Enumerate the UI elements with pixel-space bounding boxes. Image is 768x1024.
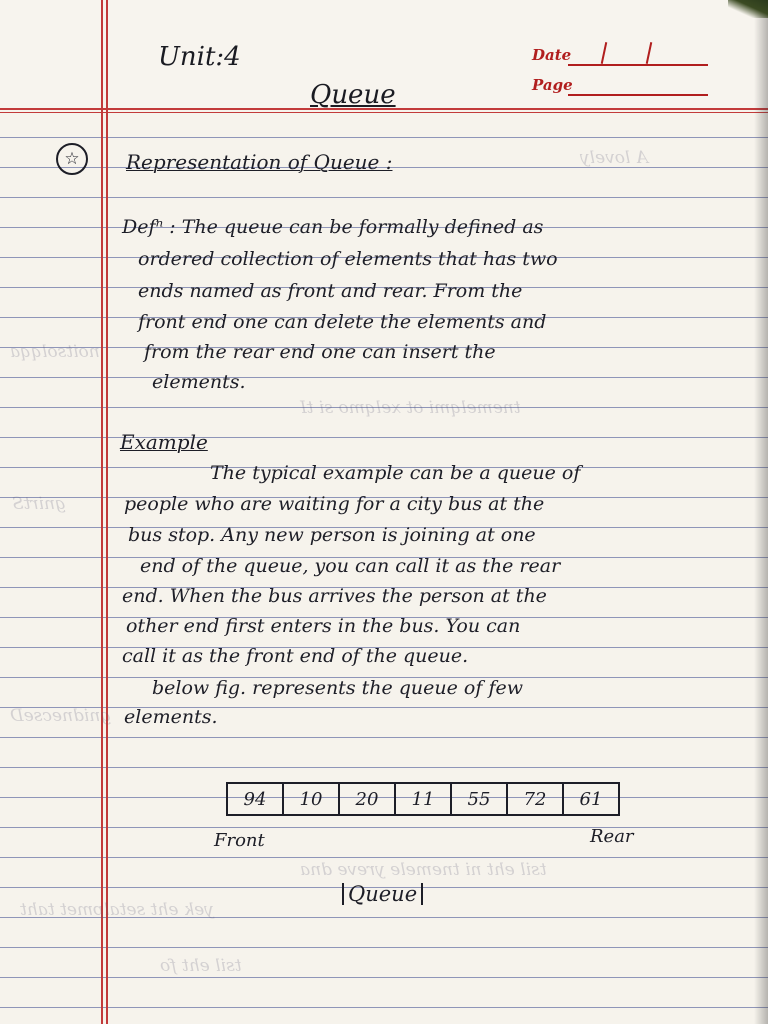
queue-cell: 94 xyxy=(227,783,283,815)
definition-line: from the rear end one can insert the xyxy=(144,341,496,363)
example-line: people who are waiting for a city bus at the xyxy=(124,493,545,515)
page-label: Page xyxy=(532,76,573,94)
definition-line: Defⁿ : The queue can be formally defined as xyxy=(122,216,544,238)
bleed-through-text: yek eht setalpmet taht xyxy=(20,900,214,920)
bleed-through-text: tnemelqmi ot xelqmo si tI xyxy=(300,398,521,418)
example-line: other end first enters in the bus. You can xyxy=(126,615,521,637)
date-rule xyxy=(568,64,708,66)
queue-cell: 61 xyxy=(563,783,619,815)
queue-cell: 55 xyxy=(451,783,507,815)
date-label: Date xyxy=(532,46,572,64)
bleed-through-text: tsil eht fo xyxy=(160,956,242,976)
page-title: Queue xyxy=(310,80,396,110)
definition-line: elements. xyxy=(152,371,246,393)
definition-line: front end one can delete the elements and xyxy=(138,311,547,333)
example-line: below fig. represents the queue of few xyxy=(152,677,523,699)
bleed-through-text: gnirtS xyxy=(12,494,66,514)
definition-line: ends named as front and rear. From the xyxy=(138,280,523,302)
queue-caption: Queue xyxy=(342,883,423,905)
bleed-through-text: tsil eht ni tnemele yreve dna xyxy=(300,860,547,880)
page-corner xyxy=(728,0,768,18)
margin-line-left-2 xyxy=(106,0,108,1024)
queue-cell: 20 xyxy=(339,783,395,815)
definition-line: ordered collection of elements that has two xyxy=(138,248,558,270)
bleed-through-text: gnidnecseD xyxy=(10,706,112,726)
example-line: elements. xyxy=(124,706,218,728)
example-heading: Example xyxy=(120,430,208,454)
example-line: The typical example can be a queue of xyxy=(210,462,581,484)
queue-cell: 11 xyxy=(395,783,451,815)
unit-label: Unit:4 xyxy=(158,42,241,72)
section-heading: Representation of Queue : xyxy=(126,150,393,174)
example-line: bus stop. Any new person is joining at one xyxy=(128,524,536,546)
bleed-through-text: noitsolqqa xyxy=(10,342,100,362)
example-line: end of the queue, you can call it as the rear xyxy=(140,555,561,577)
page-rule xyxy=(568,94,708,96)
queue-diagram xyxy=(226,782,620,816)
queue-cell: 72 xyxy=(507,783,563,815)
star-marker-icon: ☆ xyxy=(56,143,88,175)
rear-label: Rear xyxy=(590,826,634,847)
header-rule-2 xyxy=(0,112,768,113)
margin-line-left-1 xyxy=(101,0,103,1024)
page-edge-shadow xyxy=(754,0,768,1024)
example-line: end. When the bus arrives the person at the xyxy=(122,585,547,607)
queue-cell: 10 xyxy=(283,783,339,815)
front-label: Front xyxy=(214,830,265,851)
bleed-through-text: A lovely xyxy=(580,148,649,168)
example-line: call it as the front end of the queue. xyxy=(122,645,469,667)
